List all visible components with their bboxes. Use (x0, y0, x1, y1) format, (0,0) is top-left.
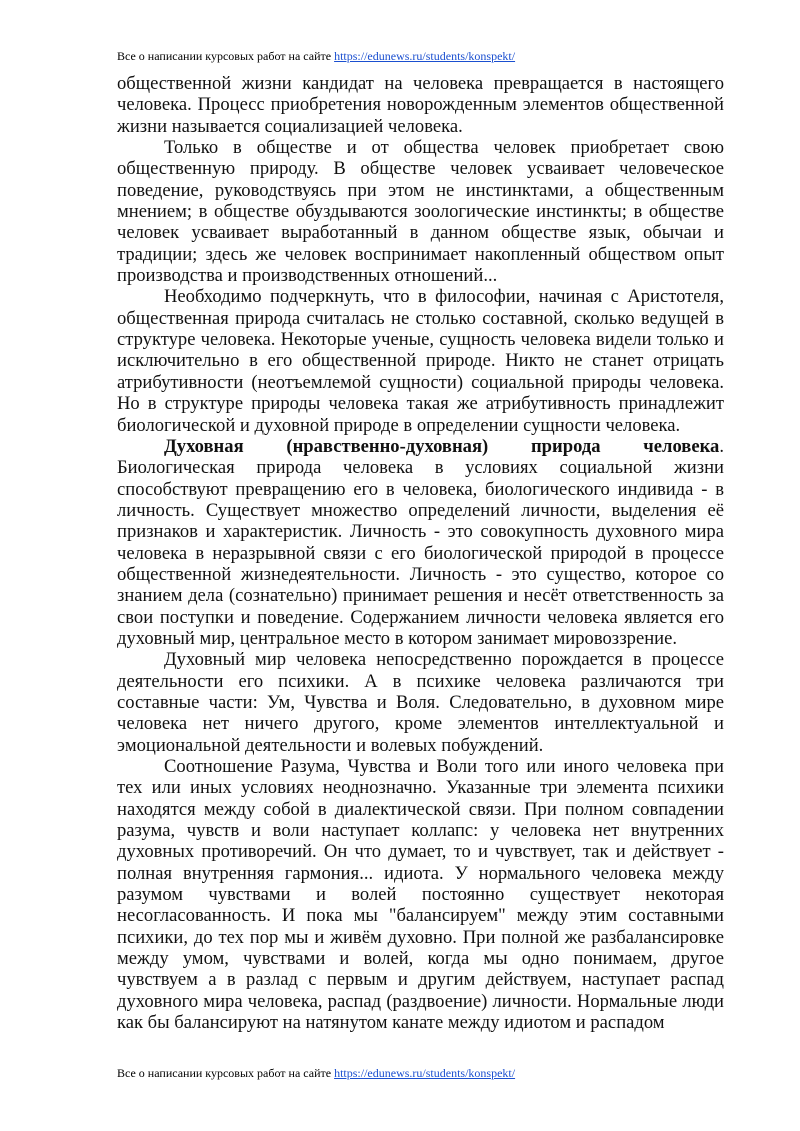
footer-link[interactable]: https://edunews.ru/students/konspekt/ (334, 1066, 516, 1080)
paragraph-2: Только в обществе и от общества человек приобретает свою общественную природу. В обществе человек усваивает человеческое поведение, руководствуясь при этом не инстинктами, а общественным мнением; в обществе обуздываются зоологические инстинкты; в обществе человек усваивает выработанный в данном обществе язык, обычаи и традиции; здесь же человек воспринимает накопленный обществом опыт производства и производственных отношений... (117, 137, 724, 287)
section-heading-period: . (719, 435, 724, 457)
paragraph-4-text: Биологическая природа человека в условиях социальной жизни способствуют превращению его в человека, биологического индивида - в личность. Существует множество определений личности, выделения её признаков и характеристик. Личность - это совокупность духовного мира человека в неразрывной связи с его биологической природой в процессе общественной жизнедеятельности. Личность - это существо, которое со знанием дела (сознательно) принимает решения и несёт ответственность за свои поступки и поведение. Содержанием личности человека является его духовный мир, центральное место в котором занимает мировоззрение. (117, 457, 724, 649)
running-footer (117, 1066, 727, 1081)
paragraph-6: Соотношение Разума, Чувства и Воли того или иного человека при тех или иных условиях неоднозначно. Указанные три элемента психики находятся между собой в диалектической связи. При полном совпадении разума, чувств и воли наступает коллапс: у человека нет внутренних духовных противоречий. Он что думает, то и чувствует, так и действует - полная внутренняя гармония... идиота. У нормального человека между разумом чувствами и волей постоянно существует некоторая несогласованность. И пока мы "балансируем" между этим составными психики, до тех пор мы и живём духовно. При полной же разбалансировке между умом, чувствами и волей, когда мы одно понимаем, другое чувствуем а в разлад с первым и другим действуем, наступает распад духовного мира человека, распад (раздвоение) личности. Нормальные люди как бы балансируют на натянутом канате между идиотом и распадом (117, 756, 724, 1034)
section-heading: Духовная (нравственно-духовная) природа человека (164, 435, 720, 457)
running-header (117, 49, 727, 64)
paragraph-3: Необходимо подчеркнуть, что в философии, начиная с Аристотеля, общественная природа считалась не столько составной, сколько ведущей в структуре человека. Некоторые ученые, сущность человека видели только и исключительно в его общественной природе. Никто не станет отрицать атрибутивности (неотъемлемой сущности) социальной природы человека. Но в структуре природы человека такая же атрибутивность принадлежит биологической и духовной природе в определении сущности человека. (117, 286, 724, 436)
paragraph-5: Духовный мир человека непосредственно порождается в процессе деятельности его психики. А в психике человека различаются три составные части: Ум, Чувства и Воля. Следовательно, в духовном мире человека нет ничего другого, кроме элементов интеллектуальной и эмоциональной деятельности и волевых побуждений. (117, 649, 724, 756)
paragraph-1: общественной жизни кандидат на человека превращается в настоящего человека. Процесс приобретения новорожденным элементов общественной жизни называется социализацией человека. (117, 73, 724, 137)
header-text: Все о написании курсовых работ на сайте (117, 49, 332, 63)
paragraph-4 (117, 436, 724, 649)
document-body (117, 73, 724, 1033)
header-link[interactable]: https://edunews.ru/students/konspekt/ (334, 49, 516, 63)
footer-text: Все о написании курсовых работ на сайте (117, 1066, 332, 1080)
